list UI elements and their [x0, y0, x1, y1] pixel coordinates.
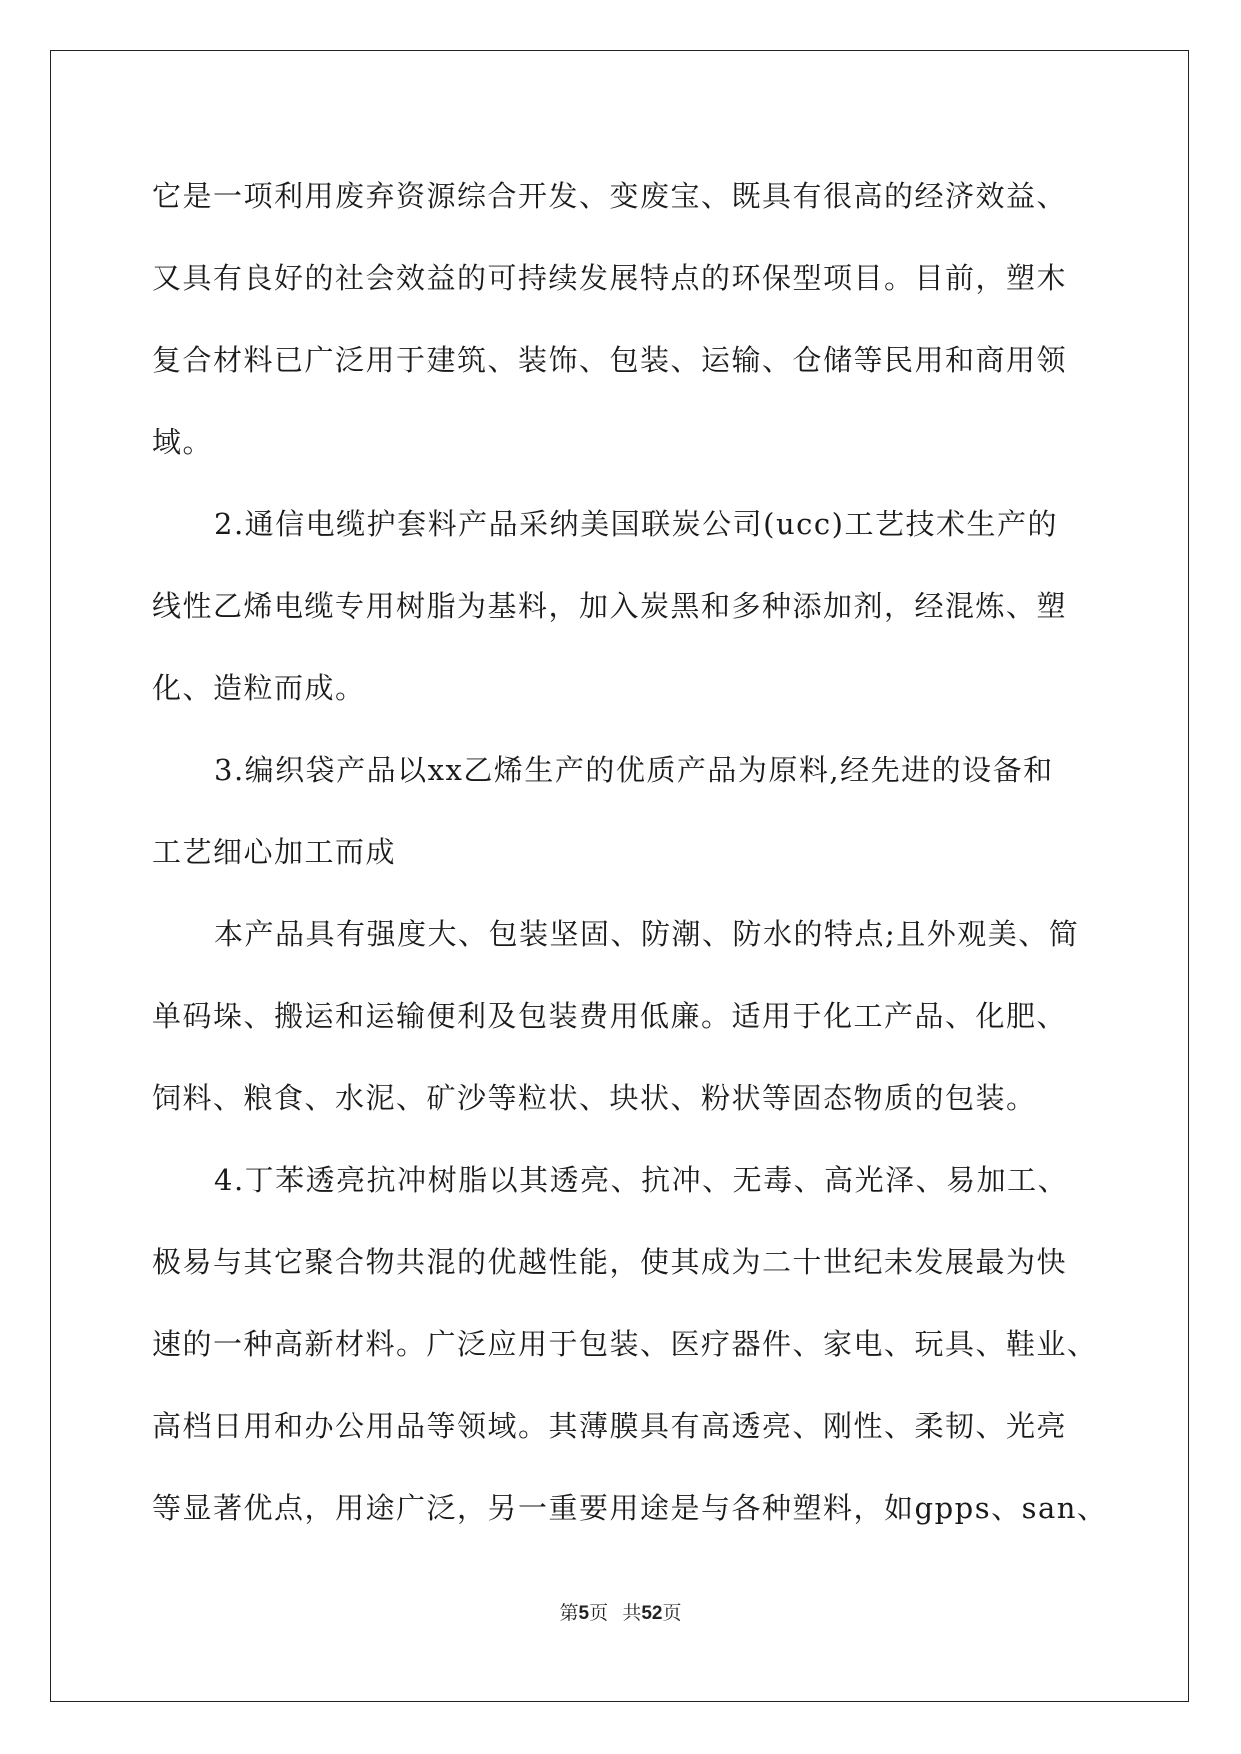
- text-line: 极易与其它聚合物共混的优越性能，使其成为二十世纪未发展最为快: [152, 1245, 1068, 1279]
- page-prefix: 第: [559, 1603, 579, 1624]
- text-line: 线性乙烯电缆专用树脂为基料，加入炭黑和多种添加剂，经混炼、塑: [152, 589, 1068, 623]
- text-line: 工艺细心加工而成: [152, 835, 397, 869]
- text-line: 单码垛、搬运和运输便利及包装费用低廉。适用于化工产品、化肥、: [152, 999, 1068, 1033]
- document-body: [152, 155, 1108, 1549]
- text-line: 化、造粒而成。: [152, 671, 366, 705]
- page-suffix: 页: [589, 1603, 609, 1624]
- text-line: 饲料、粮食、水泥、矿沙等粒状、块状、粉状等固态物质的包装。: [152, 1081, 1037, 1115]
- text-line: 高档日用和办公用品等领域。其薄膜具有高透亮、刚性、柔韧、光亮: [152, 1409, 1068, 1443]
- total-pages: 52: [641, 1603, 663, 1624]
- text-line: 复合材料已广泛用于建筑、装饰、包装、运输、仓储等民用和商用领: [152, 343, 1068, 377]
- text-line: 3.编织袋产品以xx乙烯生产的优质产品为原料,经先进的设备和: [214, 753, 1054, 787]
- total-suffix: 页: [662, 1603, 682, 1624]
- text-line: 等显著优点，用途广泛，另一重要用途是与各种塑料，如gpps、san、: [152, 1491, 1108, 1525]
- page-footer: [0, 1598, 1241, 1625]
- text-line: 本产品具有强度大、包装坚固、防潮、防水的特点;且外观美、简: [214, 917, 1080, 951]
- page-number: 5: [578, 1603, 590, 1624]
- text-line: 速的一种高新材料。广泛应用于包装、医疗器件、家电、玩具、鞋业、: [152, 1327, 1098, 1361]
- text-line: 它是一项利用废弃资源综合开发、变废宝、既具有很高的经济效益、: [152, 179, 1068, 213]
- text-line: 4.丁苯透亮抗冲树脂以其透亮、抗冲、无毒、高光泽、易加工、: [214, 1163, 1069, 1197]
- text-line: 2.通信电缆护套料产品采纳美国联炭公司(ucc)工艺技术生产的: [214, 507, 1058, 541]
- text-line: 域。: [152, 425, 214, 459]
- text-line: 又具有良好的社会效益的可持续发展特点的环保型项目。目前，塑木: [152, 261, 1068, 295]
- total-prefix: 共: [622, 1603, 642, 1624]
